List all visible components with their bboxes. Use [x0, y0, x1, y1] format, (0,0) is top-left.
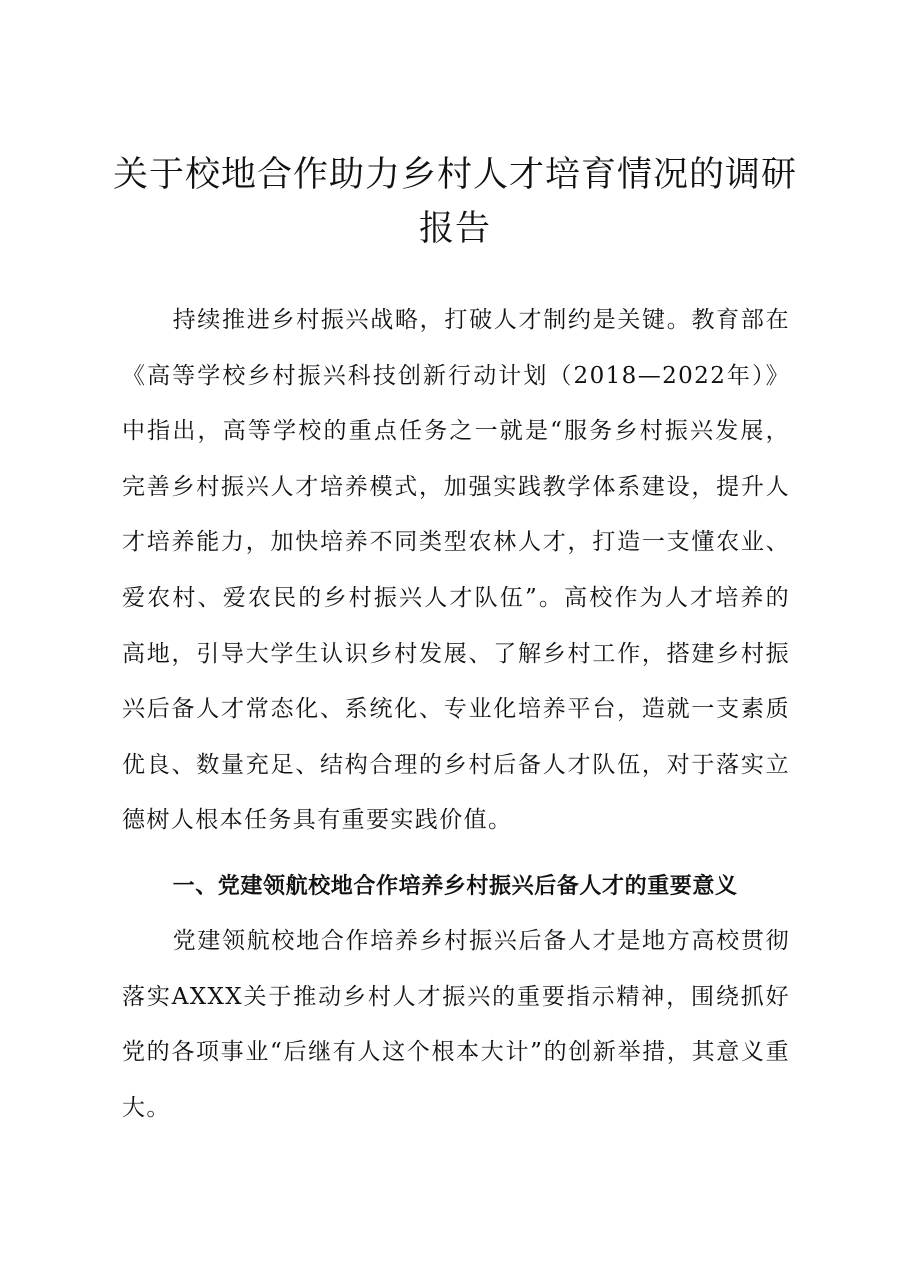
document-title: 关于校地合作助力乡村人才培育情况的调研报告: [112, 155, 797, 249]
section-paragraph: 党建领航校地合作培养乡村振兴后备人才是地方高校贯彻落实AXXX关于推动乡村人才振兴的重要指示精神，围绕抓好党的各项事业“后继有人这个根本大计”的创新举措，其意义重大。: [122, 928, 790, 1121]
section-heading: 一、党建领航校地合作培养乡村振兴后备人才的重要意义: [172, 874, 738, 899]
intro-paragraph: 持续推进乡村振兴战略，打破人才制约是关键。教育部在《高等学校乡村振兴科技创新行动计划（2018—2022年）》中指出，高等学校的重点任务之一就是“服务乡村振兴发展，完善乡村振兴人才培养模式，加强实践教学体系建设，提升人才培养能力，加快培养不同类型农林人才，打造一支懂农业、爱农村、爱农民的乡村振兴人才队伍”。高校作为人才培养的高地，引导大学生认识乡村发展、了解乡村工作，搭建乡村振兴后备人才常态化、系统化、专业化培养平台，造就一支素质优良、数量充足、结构合理的乡村后备人才队伍，对于落实立德树人根本任务具有重要实践价值。: [122, 307, 790, 834]
